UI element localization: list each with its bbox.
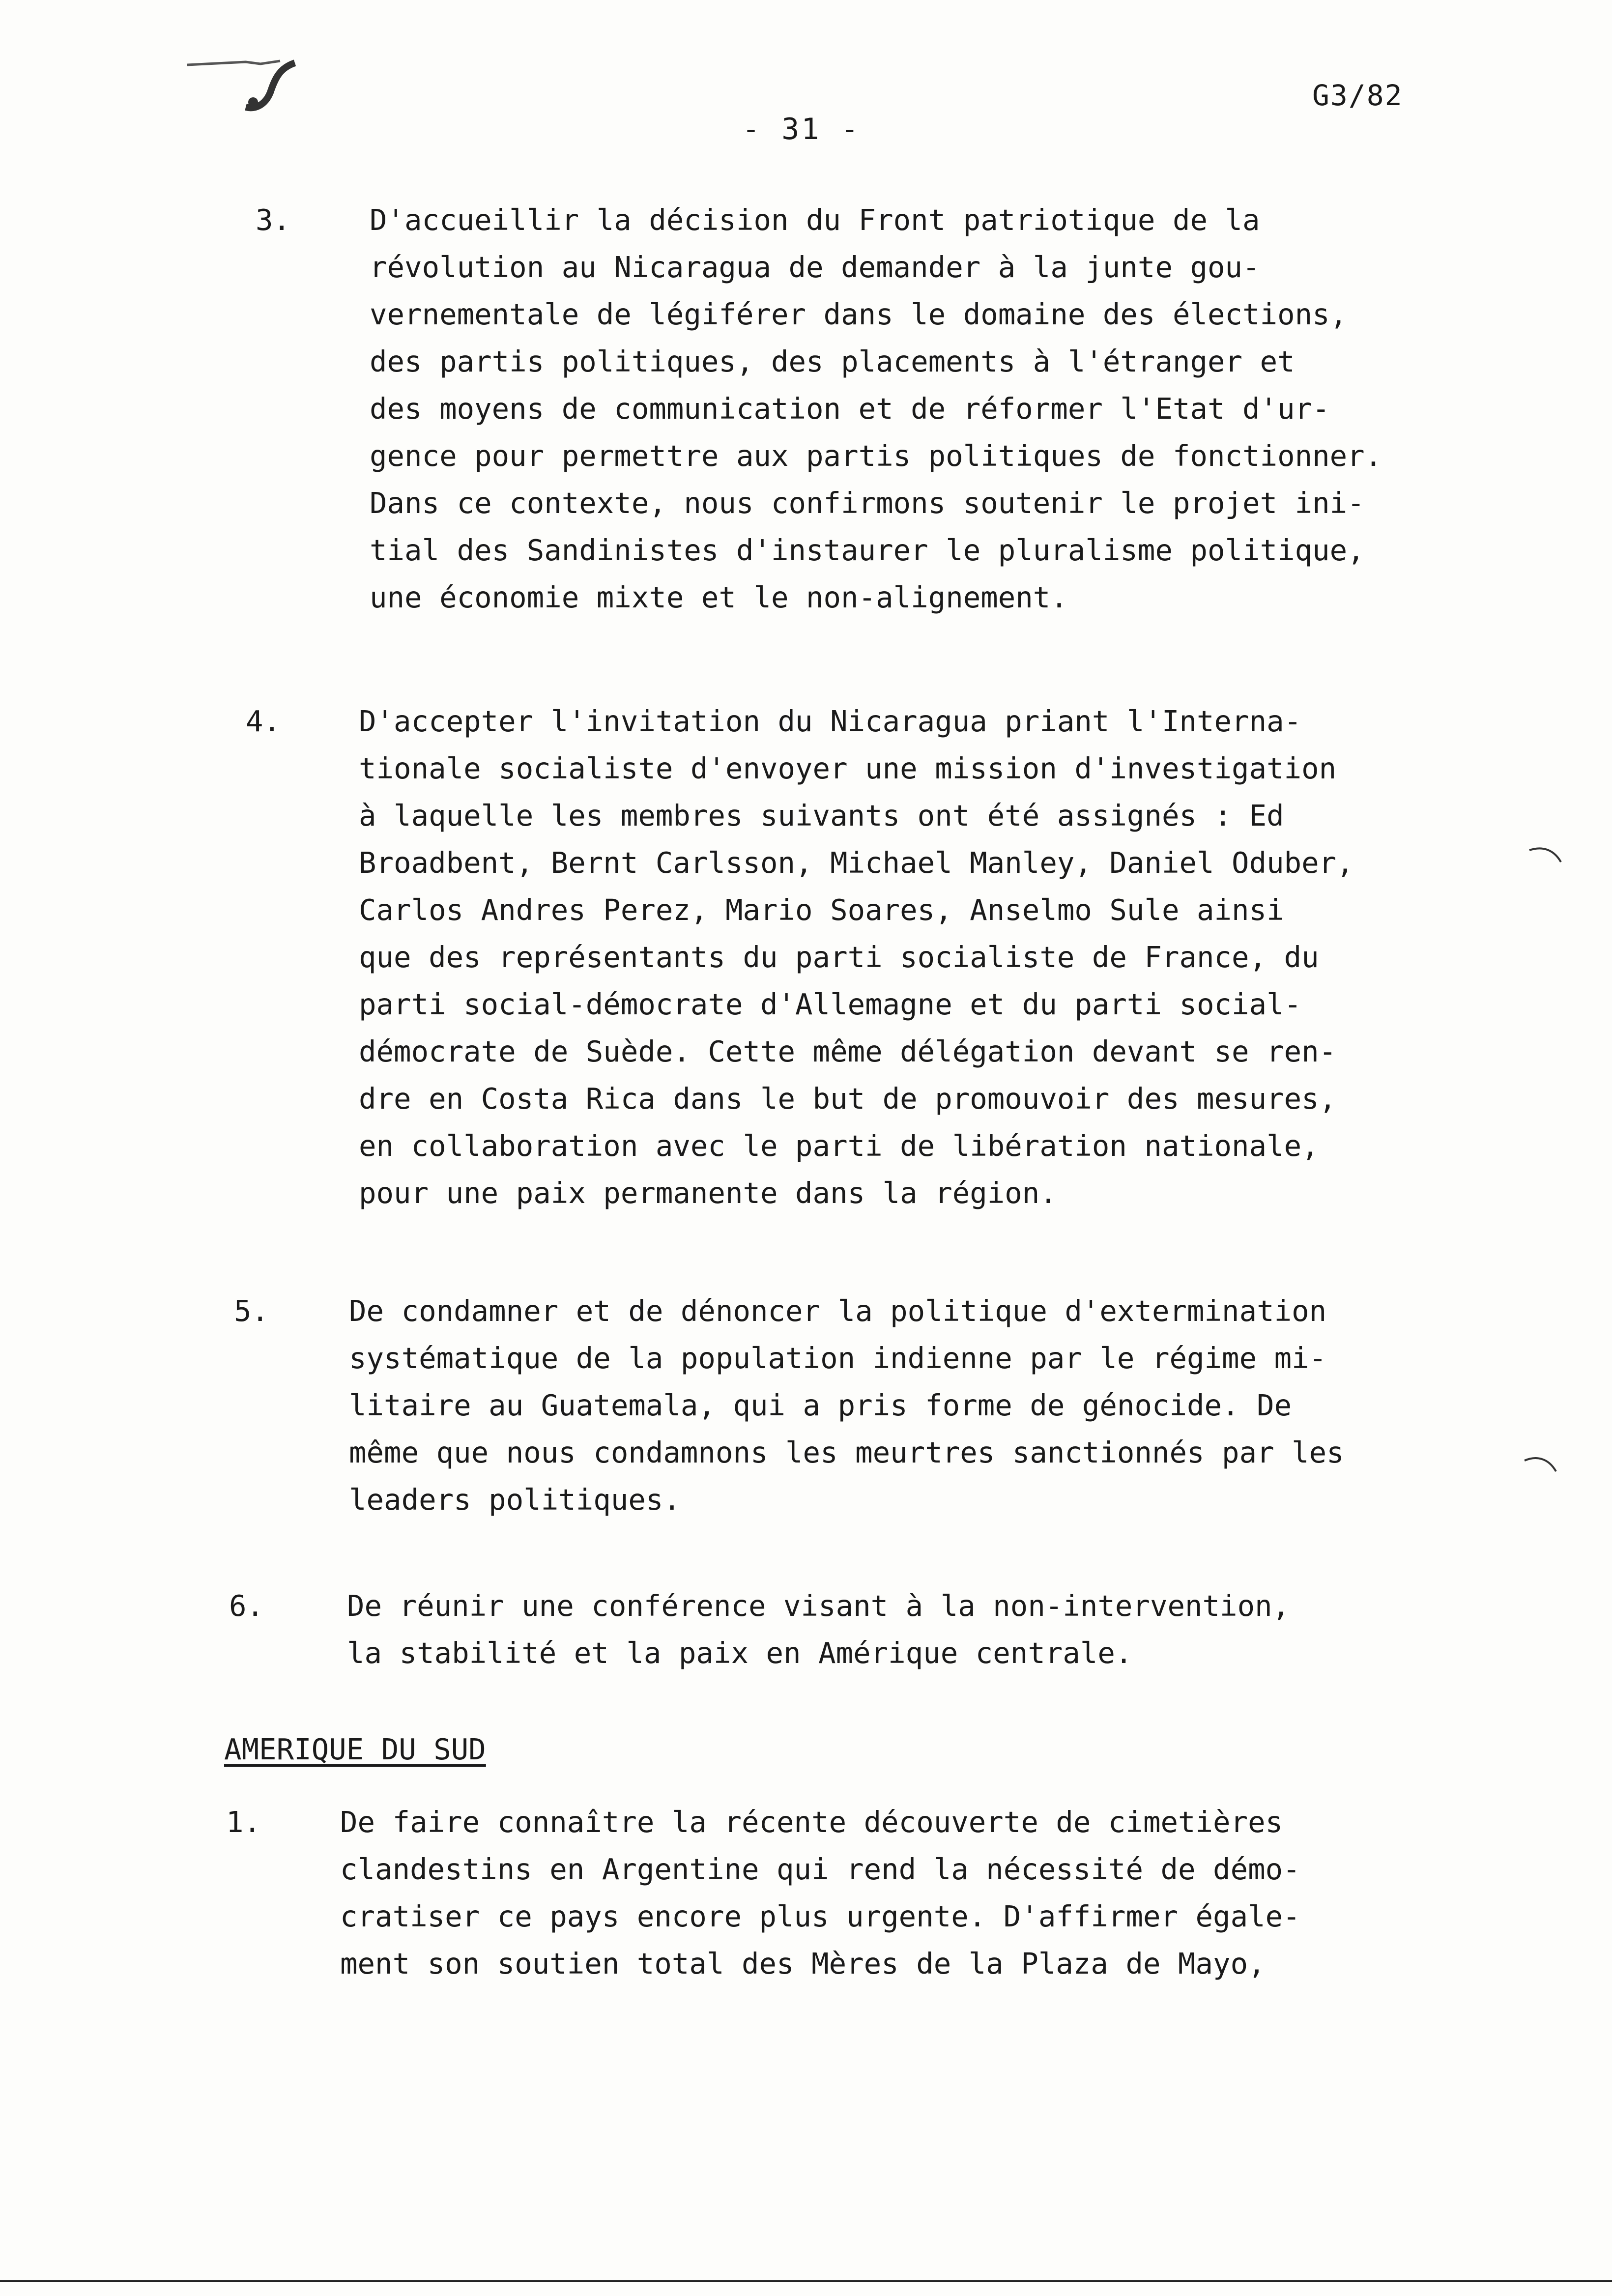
- text-line: De réunir une conférence visant à la non-intervention,: [347, 1589, 1290, 1623]
- text-line: dre en Costa Rica dans le but de promouvoir des mesures,: [359, 1082, 1337, 1116]
- text-line: démocrate de Suède. Cette même délégation devant se ren-: [359, 1034, 1337, 1068]
- item-number: 1.: [226, 1805, 261, 1839]
- text-line: révolution au Nicaragua de demander à la junte gou-: [370, 250, 1260, 284]
- text-line: des partis politiques, des placements à l'étranger et: [370, 344, 1295, 378]
- item-text: [347, 1582, 1290, 1677]
- text-line: des moyens de communication et de réformer l'Etat d'ur-: [370, 392, 1330, 426]
- margin-mark: [1528, 845, 1563, 865]
- margin-mark: [1524, 1455, 1558, 1474]
- document-reference: G3/82: [1312, 79, 1403, 112]
- item-number: 3.: [256, 203, 291, 237]
- scan-artifact-mark: [187, 58, 324, 117]
- text-line: Dans ce contexte, nous confirmons soutenir le projet ini-: [370, 486, 1365, 520]
- text-line: pour une paix permanente dans la région.: [359, 1176, 1057, 1210]
- text-line: Carlos Andres Perez, Mario Soares, Anselmo Sule ainsi: [359, 893, 1284, 927]
- text-line: D'accepter l'invitation du Nicaragua priant l'Interna-: [359, 704, 1302, 738]
- bottom-border-line: [0, 2280, 1612, 2282]
- text-line: une économie mixte et le non-alignement.: [370, 580, 1068, 614]
- text-line: De condamner et de dénoncer la politique d'extermination: [349, 1294, 1327, 1328]
- text-line: De faire connaître la récente découverte de cimetières: [340, 1805, 1283, 1839]
- item-text: [349, 1288, 1344, 1523]
- text-line: cratiser ce pays encore plus urgente. D'affirmer égale-: [340, 1899, 1300, 1933]
- text-line: leaders politiques.: [349, 1483, 681, 1517]
- text-line: systématique de la population indienne par le régime mi-: [349, 1341, 1327, 1375]
- text-line: gence pour permettre aux partis politiques de fonctionner.: [370, 439, 1382, 473]
- item-text: [340, 1799, 1300, 1987]
- text-line: la stabilité et la paix en Amérique centrale.: [347, 1636, 1133, 1670]
- text-line: en collaboration avec le parti de libération nationale,: [359, 1129, 1319, 1163]
- text-line: parti social-démocrate d'Allemagne et du parti social-: [359, 987, 1302, 1021]
- item-text: [359, 698, 1354, 1217]
- page-number: - 31 -: [742, 112, 861, 146]
- text-line: ment son soutien total des Mères de la Plaza de Mayo,: [340, 1947, 1266, 1980]
- text-line: tial des Sandinistes d'instaurer le pluralisme politique,: [370, 533, 1365, 567]
- item-text: [370, 197, 1382, 621]
- text-line: vernementale de légiférer dans le domaine des élections,: [370, 297, 1348, 331]
- text-line: tionale socialiste d'envoyer une mission d'investigation: [359, 751, 1337, 785]
- text-line: que des représentants du parti socialiste de France, du: [359, 940, 1319, 974]
- section-heading: AMERIQUE DU SUD: [224, 1732, 486, 1766]
- text-line: à laquelle les membres suivants ont été assignés : Ed: [359, 799, 1284, 832]
- item-number: 6.: [229, 1589, 264, 1623]
- item-number: 5.: [234, 1294, 269, 1328]
- text-line: clandestins en Argentine qui rend la nécessité de démo-: [340, 1852, 1300, 1886]
- text-line: Broadbent, Bernt Carlsson, Michael Manley, Daniel Oduber,: [359, 846, 1354, 880]
- text-line: même que nous condamnons les meurtres sanctionnés par les: [349, 1435, 1344, 1469]
- text-line: litaire au Guatemala, qui a pris forme de génocide. De: [349, 1388, 1292, 1422]
- item-number: 4.: [246, 704, 281, 738]
- text-line: D'accueillir la décision du Front patriotique de la: [370, 203, 1260, 237]
